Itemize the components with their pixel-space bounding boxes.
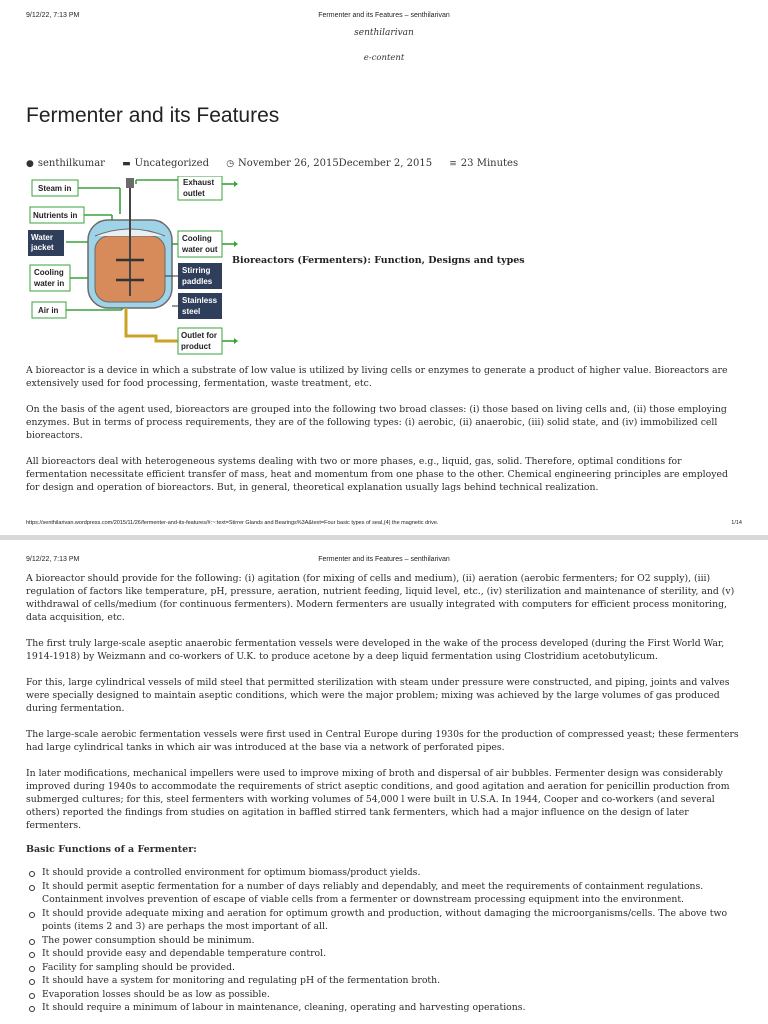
label-cooling-in-2: water in [34,279,65,288]
print-url: https://senthilarivan.wordpress.com/2015/11/26/fermenter-and-its-features/#:~:text=Stirrer Glands and Bearings%3A&text=Four basic types of seal,(4) the magnetic drive. [26,520,439,526]
paragraph: The first truly large-scale aseptic anaerobic fermentation vessels were developed in the wake of the process developed (during the First World War, 1914-1918) by Weizmann and co-workers of U.K. to produce acetone by a deep liquid fermentation using Clostridium acetobutylicum. [26,638,725,662]
category-meta[interactable] [122,158,209,169]
paragraph: A bioreactor should provide for the following: (i) agitation (for mixing of cells and medium), (ii) aeration (aerobic fermenters; for O2 supply), (iii) regulation of factors like temperature, pH, pressure, aeration, nutrient feeding, liquid level, etc., (iv) sterilization and maintenance of sterility, and (v) withdrawal of cells/medium (for continuous fermenters). Modern fermenters are usually integrated with computers for efficient process monitoring, data acquisition, etc. [26,573,735,623]
print-doc-title: Fermenter and its Features – senthilarivan [318,12,450,19]
print-datetime: 9/12/22, 7:13 PM [26,556,80,563]
label-stirring-1: Stirring [182,266,211,275]
paragraph: The large-scale aerobic fermentation vessels were first used in Central Europe during 1930s for the production of compressed yeast; these fermenters had large cylindrical tanks in which air was introduced at the base via a network of perforated pipes. [26,729,739,753]
date-meta[interactable] [226,158,432,169]
print-doc-title: Fermenter and its Features – senthilarivan [318,556,450,563]
label-air-in: Air in [38,306,59,315]
read-time: 23 Minutes [460,158,519,169]
post-date[interactable]: November 26, 2015December 2, 2015 [238,158,433,169]
paragraph: On the basis of the agent used, bioreactors are grouped into the following two broad classes: (i) those based on living cells and, (ii) those employing enzymes. But in terms of process requirements, they are of the following types: (i) aerobic, (ii) anaerobic, (iii) solid state, and (iv) immobilized cell bioreactors. [26,404,727,441]
fermenter-diagram [26,176,238,356]
list-item: It should provide easy and dependable temperature control. [42,947,758,961]
paragraph: In later modifications, mechanical impellers were used to improve mixing of broth and dispersal of air bubbles. Fermenter design was considerably improved during 1940s to accommodate the requirements of strict aseptic conditions, and good agitation and aeration for penicillin production from submerged cultures; for this, steel fermenters with working volumes of 54,000 l were built in U.S.A. In 1944, Cooper and co-workers (and several others) reported the findings from studies on agitation in baffled stirred tank fermenters, which had a major influence on the design of later fermenters. [26,768,730,831]
label-cooling-in-1: Cooling [34,268,64,277]
list-item: Evaporation losses should be as low as possible. [42,988,758,1002]
list-item: The power consumption should be minimum. [42,934,758,948]
page-title: Fermenter and its Features [26,104,280,127]
author-meta[interactable] [26,158,105,169]
label-water-jacket-2: jacket [31,243,54,252]
list-item: It should provide a controlled environment for optimum biomass/product yields. [42,866,758,880]
label-exhaust-2: outlet [183,189,205,198]
paragraph: For this, large cylindrical vessels of mild steel that permitted sterilization with steam under pressure were constructed, and piping, joints and valves were specially designed to maintain aseptic conditions, which were the major problem; mixing was achieved by the large volumes of gas produced during fermentation. [26,677,730,714]
folder-icon: ▬ [122,159,131,169]
label-steam-in: Steam in [38,184,72,193]
read-time-meta [449,158,518,169]
list-item: It should have a system for monitoring and regulating pH of the fermentation broth. [42,974,758,988]
section-heading: Basic Functions of a Fermenter: [26,844,197,855]
label-cooling-out-2: water out [182,245,218,254]
list-item: It should provide adequate mixing and aeration for optimum growth and production, without damaging the microorganisms/cells. The above two points (items 2 and 3) are perhaps the most important of all. [42,907,758,934]
person-icon: ● [26,159,34,169]
label-exhaust-1: Exhaust [183,178,215,187]
print-datetime: 9/12/22, 7:13 PM [26,12,80,19]
paragraph: All bioreactors deal with heterogeneous systems dealing with two or more phases, e.g., liquid, gas, solid. Therefore, optimal conditions for fermentation necessitate efficient transfer of mass, heat and momentum from one phase to the other. Chemical engineering principles are employed for design and operation of bioreactors. But, in general, theoretical explanation usually lags behind technical realization. [26,456,728,493]
site-tagline: e-content [363,53,405,63]
clock-icon: ◷ [226,159,235,169]
list-item: It should require a minimum of labour in maintenance, cleaning, operating and harvesting operations. [42,1001,758,1015]
label-stirring-2: paddles [182,277,213,286]
label-stainless-1: Stainless [182,296,218,305]
label-cooling-out-1: Cooling [182,234,212,243]
pdf-page-2 [0,540,768,1024]
category-name[interactable]: Uncategorized [134,158,209,169]
label-nutrients-in: Nutrients in [33,211,78,220]
site-name[interactable]: senthilarivan [354,28,414,38]
label-outlet-2: product [181,342,211,351]
functions-list [26,866,758,1015]
list-item: It should permit aseptic fermentation for a number of days reliably and dependably, and meet the requirements of containment regulations. Containment involves prevention of escape of viable cells from a fermenter or downstream processing equipment into the environment. [42,880,758,907]
page-number: 1/14 [731,520,742,526]
author-name[interactable]: senthilkumar [37,158,105,169]
paragraph: A bioreactor is a device in which a substrate of low value is utilized by living cells or enzymes to generate a product of higher value. Bioreactors are extensively used for food processing, fermentation, waste treatment, etc. [26,365,728,389]
lines-icon: ≡ [449,159,457,169]
label-stainless-2: steel [182,307,201,316]
label-water-jacket-1: Water [31,233,53,242]
list-item: Facility for sampling should be provided. [42,961,758,975]
post-meta [26,158,532,169]
label-outlet-1: Outlet for [181,331,217,340]
figure-subheading: Bioreactors (Fermenters): Function, Designs and types [232,255,525,266]
